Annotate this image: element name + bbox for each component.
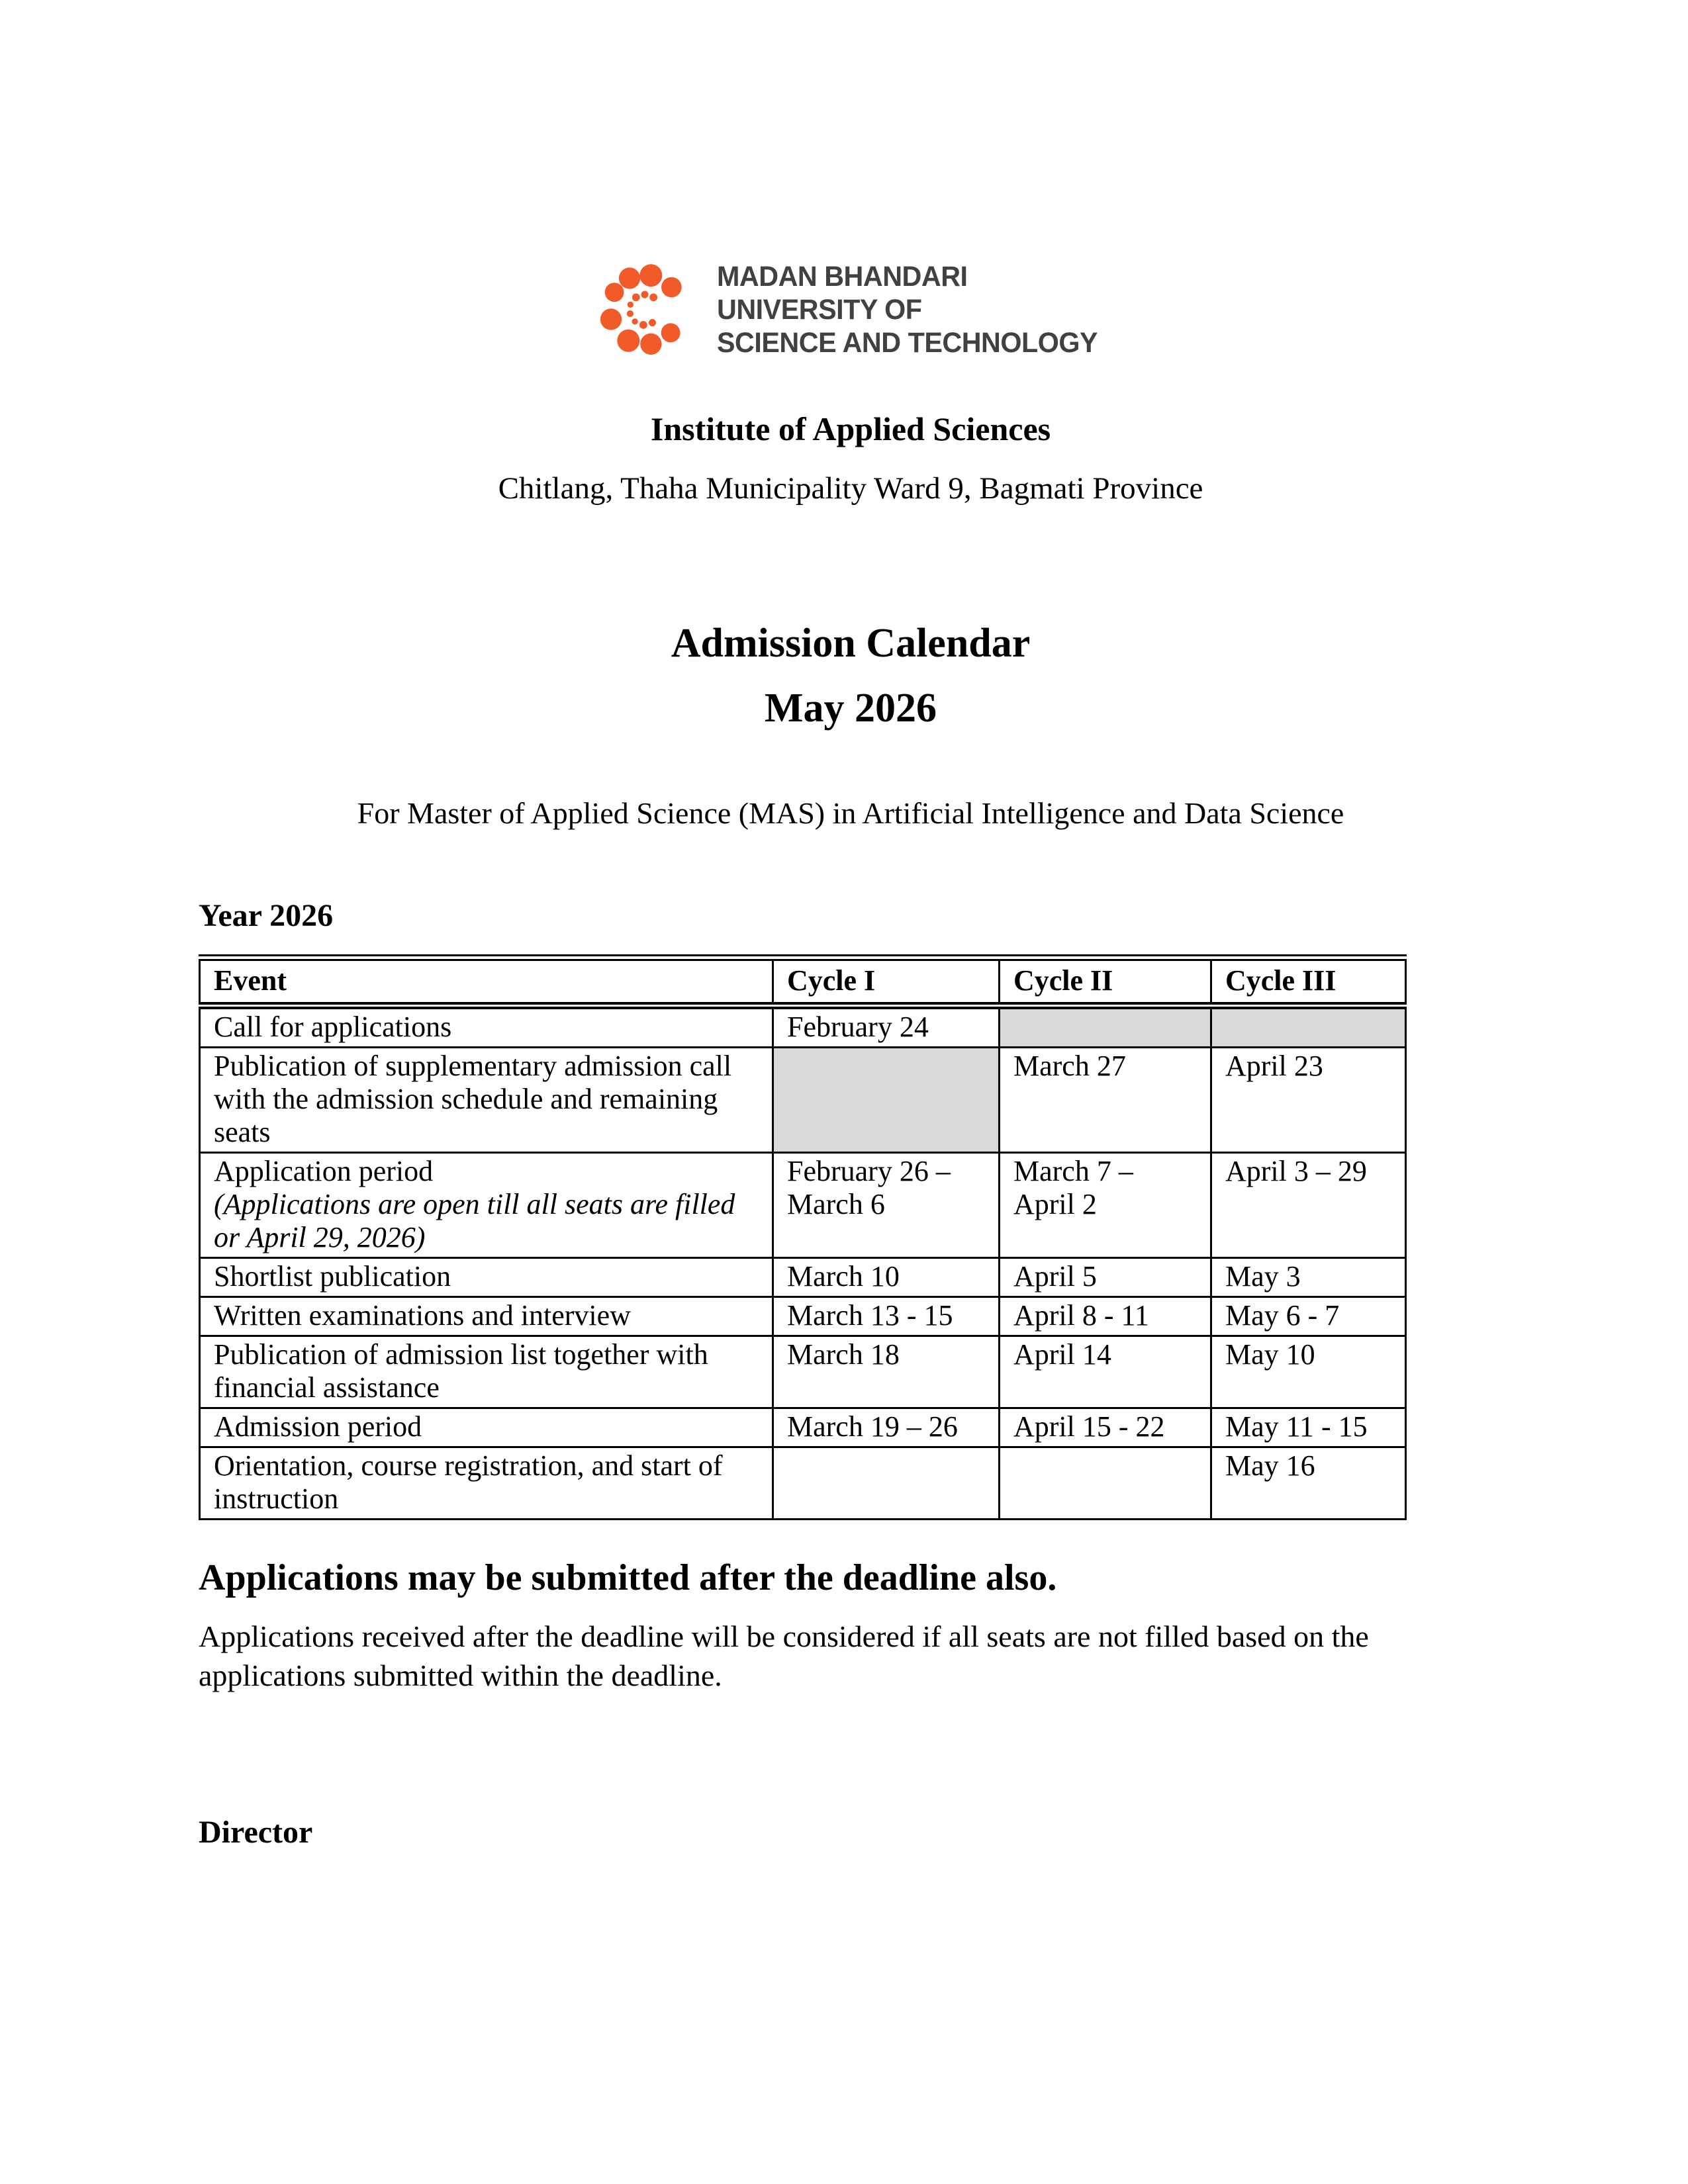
event-label: Publication of admission list together with financial assistance <box>214 1338 708 1404</box>
event-label: Shortlist publication <box>214 1260 451 1293</box>
document-title: Admission Calendar <box>671 621 1031 666</box>
column-header-cycle-1: Cycle I <box>773 958 1000 1006</box>
event-label: Orientation, course registration, and start of instruction <box>214 1449 723 1515</box>
event-label: Call for applications <box>214 1011 452 1043</box>
event-cell <box>200 1048 773 1153</box>
event-cell <box>200 1408 773 1447</box>
date-cell: April 5 <box>1000 1258 1211 1297</box>
logo-wordmark-line1: MADAN BHANDARI <box>716 260 968 293</box>
logo-wordmark-line3: SCIENCE AND TECHNOLOGY <box>716 326 1098 359</box>
event-note: (Applications are open till all seats are filled or April 29, 2026) <box>214 1188 735 1253</box>
table-row <box>200 1153 1406 1258</box>
event-cell <box>200 1447 773 1520</box>
column-header-cycle-2: Cycle II <box>1000 958 1211 1006</box>
date-cell: March 13 - 15 <box>773 1297 1000 1336</box>
date-cell: February 24 <box>773 1006 1000 1048</box>
event-cell <box>200 1153 773 1258</box>
date-cell: April 23 <box>1211 1048 1406 1153</box>
year-label: Year 2026 <box>199 898 334 933</box>
date-cell: April 15 - 22 <box>1000 1408 1211 1447</box>
logo-dots-icon <box>588 253 701 366</box>
deadline-heading: Applications may be submitted after the deadline also. <box>199 1557 1057 1598</box>
table-row <box>200 1006 1406 1048</box>
date-cell: May 3 <box>1211 1258 1406 1297</box>
date-cell: April 14 <box>1000 1336 1211 1408</box>
table-row <box>200 1258 1406 1297</box>
event-label: Admission period <box>214 1410 422 1443</box>
logo-wordmark-line2: UNIVERSITY OF <box>716 293 922 326</box>
date-cell: May 6 - 7 <box>1211 1297 1406 1336</box>
signature-title: Director <box>199 1815 313 1850</box>
event-cell <box>200 1297 773 1336</box>
date-cell: February 26 – March 6 <box>773 1153 1000 1258</box>
institute-name: Institute of Applied Sciences <box>650 410 1051 447</box>
document-title-month: May 2026 <box>764 686 937 731</box>
admission-calendar-table <box>199 954 1407 1520</box>
deadline-paragraph: Applications received after the deadline will be considered if all seats are not filled based on the applications submitted within the deadline. <box>199 1619 1369 1692</box>
date-cell: March 7 – April 2 <box>1000 1153 1211 1258</box>
date-cell <box>1211 1006 1406 1048</box>
date-cell: May 10 <box>1211 1336 1406 1408</box>
event-cell <box>200 1258 773 1297</box>
column-header-event: Event <box>200 958 773 1006</box>
event-label: Publication of supplementary admission call with the admission schedule and remaining seats <box>214 1050 732 1148</box>
date-cell <box>1000 1447 1211 1520</box>
table-row <box>200 1297 1406 1336</box>
column-header-cycle-3: Cycle III <box>1211 958 1406 1006</box>
date-cell: March 27 <box>1000 1048 1211 1153</box>
program-line: For Master of Applied Science (MAS) in Artificial Intelligence and Data Science <box>357 796 1344 830</box>
date-cell: March 10 <box>773 1258 1000 1297</box>
event-cell <box>200 1336 773 1408</box>
university-logo <box>199 251 1503 367</box>
table-row <box>200 1447 1406 1520</box>
logo-wordmark <box>717 260 1098 359</box>
table-row <box>200 1048 1406 1153</box>
date-cell: March 18 <box>773 1336 1000 1408</box>
event-label: Written examinations and interview <box>214 1299 631 1332</box>
table-row <box>200 1336 1406 1408</box>
date-cell: April 8 - 11 <box>1000 1297 1211 1336</box>
date-cell <box>773 1048 1000 1153</box>
table-row <box>200 1408 1406 1447</box>
table-body <box>200 1006 1406 1520</box>
date-cell <box>773 1447 1000 1520</box>
date-cell <box>1000 1006 1211 1048</box>
institute-address: Chitlang, Thaha Municipality Ward 9, Bagmati Province <box>498 471 1203 506</box>
event-label: Application period <box>214 1155 434 1187</box>
date-cell: April 3 – 29 <box>1211 1153 1406 1258</box>
event-cell <box>200 1006 773 1048</box>
date-cell: May 11 - 15 <box>1211 1408 1406 1447</box>
date-cell: March 19 – 26 <box>773 1408 1000 1447</box>
date-cell: May 16 <box>1211 1447 1406 1520</box>
table-header-row <box>200 958 1406 1006</box>
